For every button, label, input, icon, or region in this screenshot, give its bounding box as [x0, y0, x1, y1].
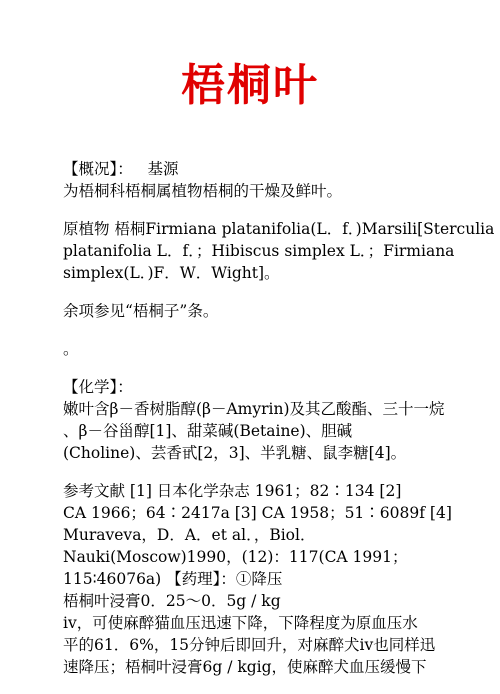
source-text: 为梧桐科梧桐属植物梧桐的干燥及鲜叶。: [63, 182, 343, 200]
pharmacology-line-4: 速降压；梧桐叶浸膏6g / kgig，使麻醉犬血压缓慢下: [63, 658, 427, 676]
plant-line-2: platanifolia L．f．；Hibiscus simplex L．；Firmiana: [63, 242, 455, 260]
overview-heading: 【概况】：: [63, 160, 133, 178]
chemistry-line-2: 、β－谷甾醇[1]、甜菜碱(Betaine)、胆碱: [63, 422, 353, 440]
document-title: 梧桐叶: [181, 60, 319, 111]
plant-line-1: 原植物 梧桐Firmiana platanifolia(L．f．)Marsili[Sterculia: [63, 220, 495, 238]
source-label: 基源: [147, 160, 179, 178]
document-body: [63, 158, 495, 694]
references-section: [63, 480, 452, 678]
overview-section: [63, 158, 435, 202]
pharmacology-line-3: 平的61．6%，15分钟后即回升，对麻醉犬iv也同样迅: [63, 636, 436, 654]
chemistry-heading: 【化学】：: [63, 378, 133, 396]
dot-section: [63, 338, 435, 360]
reference-line-4: Nauki(Moscow)1990，(12)：117(CA 1991；: [63, 548, 408, 566]
overview-heading-line: [63, 158, 435, 180]
plant-line-3: simplex(L．)F．W．Wight]。: [63, 264, 280, 282]
pharmacology-line-2: iv，可使麻醉猫血压迅速下降，下降程度为原血压水: [63, 614, 418, 632]
reference-line-1: 参考文献 [1] 日本化学杂志 1961；82∶134 [2]: [63, 482, 402, 500]
plant-section: [63, 218, 495, 284]
chemistry-line-3: (Choline)、芸香甙[2，3]、半乳糖、鼠李糖[4]。: [63, 444, 407, 462]
reference-line-5: 115∶46076a) 【药理】：①降压: [63, 570, 283, 588]
see-also-text: 余项参见“梧桐子”条。: [63, 302, 219, 320]
dot-text: 。: [63, 340, 79, 358]
see-also-section: [63, 300, 435, 322]
chemistry-line-1: 嫩叶含β－香树脂醇(β－Amyrin)及其乙酸酯、三十一烷: [63, 400, 445, 418]
chemistry-section: [63, 376, 445, 464]
pharmacology-line-1: 梧桐叶浸膏0．25～0．5g / kg: [63, 592, 281, 610]
reference-line-2: CA 1966；64∶2417a [3] CA 1958；51∶6089f [4]: [63, 504, 452, 522]
reference-line-3: Muraveva，D．A．et al．，Biol．: [63, 526, 316, 544]
